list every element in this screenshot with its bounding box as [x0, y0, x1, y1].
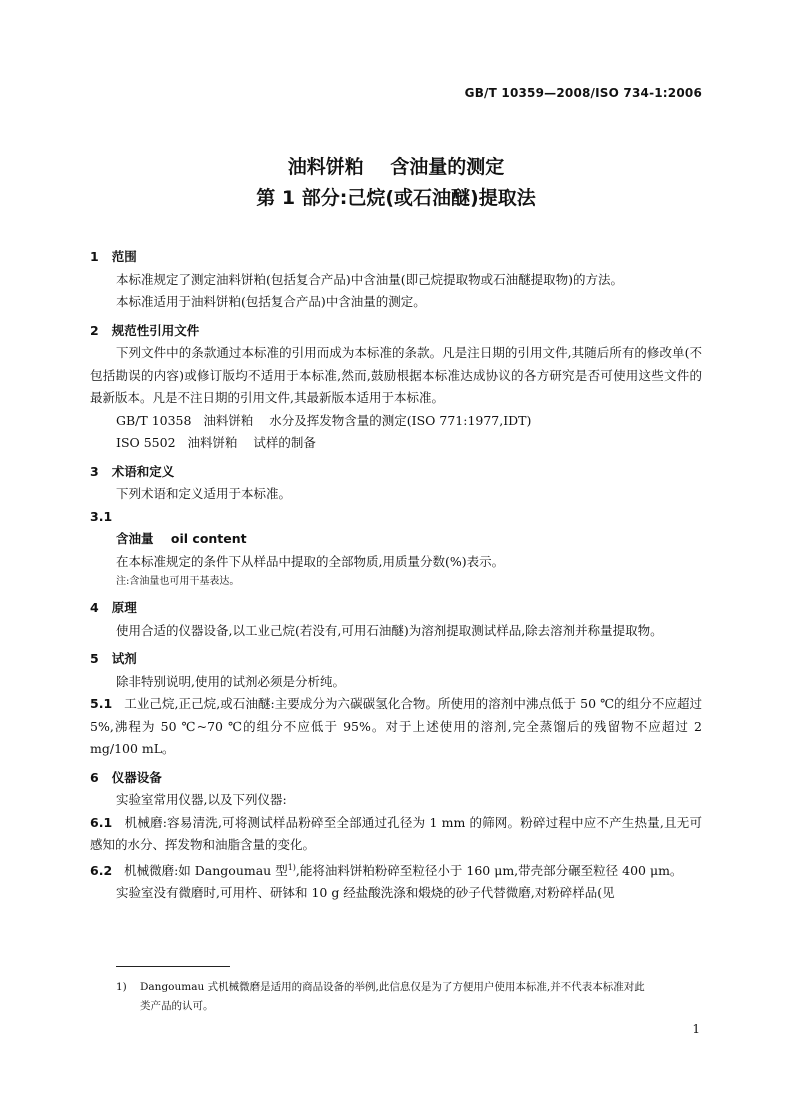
- document-title-line1: 油料饼粕 含油量的测定: [287, 156, 505, 178]
- reagents-paragraph: 除非特别说明,使用的试剂必须是分析纯。: [116, 673, 345, 689]
- clause-6-1-text: 机械磨:容易清洗,可将测试样品粉碎至全部通过孔径为 1 mm 的筛网。粉碎过程中应不产生热量,且无可感知的水分、挥发物和油脂含量的变化。: [90, 814, 702, 852]
- clause-6-1: [90, 812, 702, 857]
- footnote: [116, 978, 702, 1016]
- footnote-divider: [116, 966, 230, 967]
- section-heading-scope: 1 范围: [90, 249, 137, 264]
- clause-5-1-text: 工业己烷,正己烷,或石油醚:主要成分为六碳碳氢化合物。所使用的溶剂中沸点低于 50 ℃的组分不应超过 5%,沸程为 50 ℃~70 ℃的组分不应低于 95%。对于上述使用的溶剂,完全蒸馏后的残留物不应超过 2 mg/100 mL。: [90, 696, 703, 756]
- clause-6-2-text-a: 机械微磨:如 Dangoumau 型: [124, 862, 288, 878]
- term-oil-content: 含油量 oil content: [116, 531, 247, 546]
- clause-number-5-1: 5.1: [90, 696, 113, 711]
- section-heading-apparatus: 6 仪器设备: [90, 769, 162, 785]
- document-body: [90, 240, 702, 905]
- standard-number: GB/T 10359—2008/ISO 734-1:2006: [464, 86, 702, 100]
- page-number: 1: [692, 1022, 700, 1036]
- reference-iso-5502: ISO 5502 油料饼粕 试样的制备: [116, 435, 316, 450]
- footnote-ref-1[interactable]: 1): [287, 862, 296, 872]
- section-heading-principle: 4 原理: [90, 600, 137, 615]
- clause-number-6-1: 6.1: [90, 814, 113, 830]
- section-heading-normative-references: 2 规范性引用文件: [90, 322, 200, 338]
- footnote-text-1: Dangoumau 式机械微磨是适用的商品设备的举例,此信息仅是为了方便用户使用本标准,并不代表本标准对此: [140, 981, 645, 993]
- term-note: 注:含油量也可用干基表达。: [116, 576, 240, 587]
- normative-references-paragraph: 下列文件中的条款通过本标准的引用而成为本标准的条款。凡是注日期的引用文件,其随后所有的修改单(不包括勘误的内容)或修订版均不适用于本标准,然而,鼓励根据本标准达成协议的各方研究是否可使用这些文件的最新版本。凡是不注日期的引用文件,其最新版本适用于本标准。: [90, 345, 702, 405]
- reference-gbt-10358: GB/T 10358 油料饼粕 水分及挥发物含量的测定(ISO 771:1977,IDT): [116, 412, 532, 428]
- terms-paragraph: 下列术语和定义适用于本标准。: [116, 486, 292, 501]
- clause-5-1: [90, 693, 702, 761]
- scope-paragraph-2: 本标准适用于油料饼粕(包括复合产品)中含油量的测定。: [116, 294, 426, 309]
- section-heading-reagents: 5 试剂: [90, 651, 137, 666]
- clause-number-3-1: 3.1: [90, 508, 113, 524]
- footnote-line-1: [116, 978, 702, 997]
- clause-number-6-2: 6.2: [90, 862, 113, 878]
- term-definition: 在本标准规定的条件下从样品中提取的全部物质,用质量分数(%)表示。: [116, 553, 505, 569]
- document-title-line2: 第 1 部分:己烷(或石油醚)提取法: [256, 187, 536, 209]
- clause-6-2: [90, 857, 702, 883]
- section-heading-terms: 3 术语和定义: [90, 463, 175, 479]
- clause-6-2-text-b: ,能将油料饼粕粉碎至粒径小于 160 μm,带壳部分碾至粒径 400 μm。: [295, 862, 683, 878]
- footnote-mark: 1): [116, 981, 127, 993]
- principle-paragraph: 使用合适的仪器设备,以工业己烷(若没有,可用石油醚)为溶剂提取测试样品,除去溶剂并称量提取物。: [116, 622, 663, 638]
- footnote-text-2: 类产品的认可。: [140, 1000, 214, 1012]
- apparatus-paragraph: 实验室常用仪器,以及下列仪器:: [116, 792, 287, 807]
- clause-6-2-alternative: 实验室没有微磨时,可用杵、研钵和 10 g 经盐酸洗涤和煅烧的砂子代替微磨,对粉碎样品(见: [116, 885, 615, 901]
- scope-paragraph-1: 本标准规定了测定油料饼粕(包括复合产品)中含油量(即己烷提取物或石油醚提取物)的方法。: [116, 271, 624, 287]
